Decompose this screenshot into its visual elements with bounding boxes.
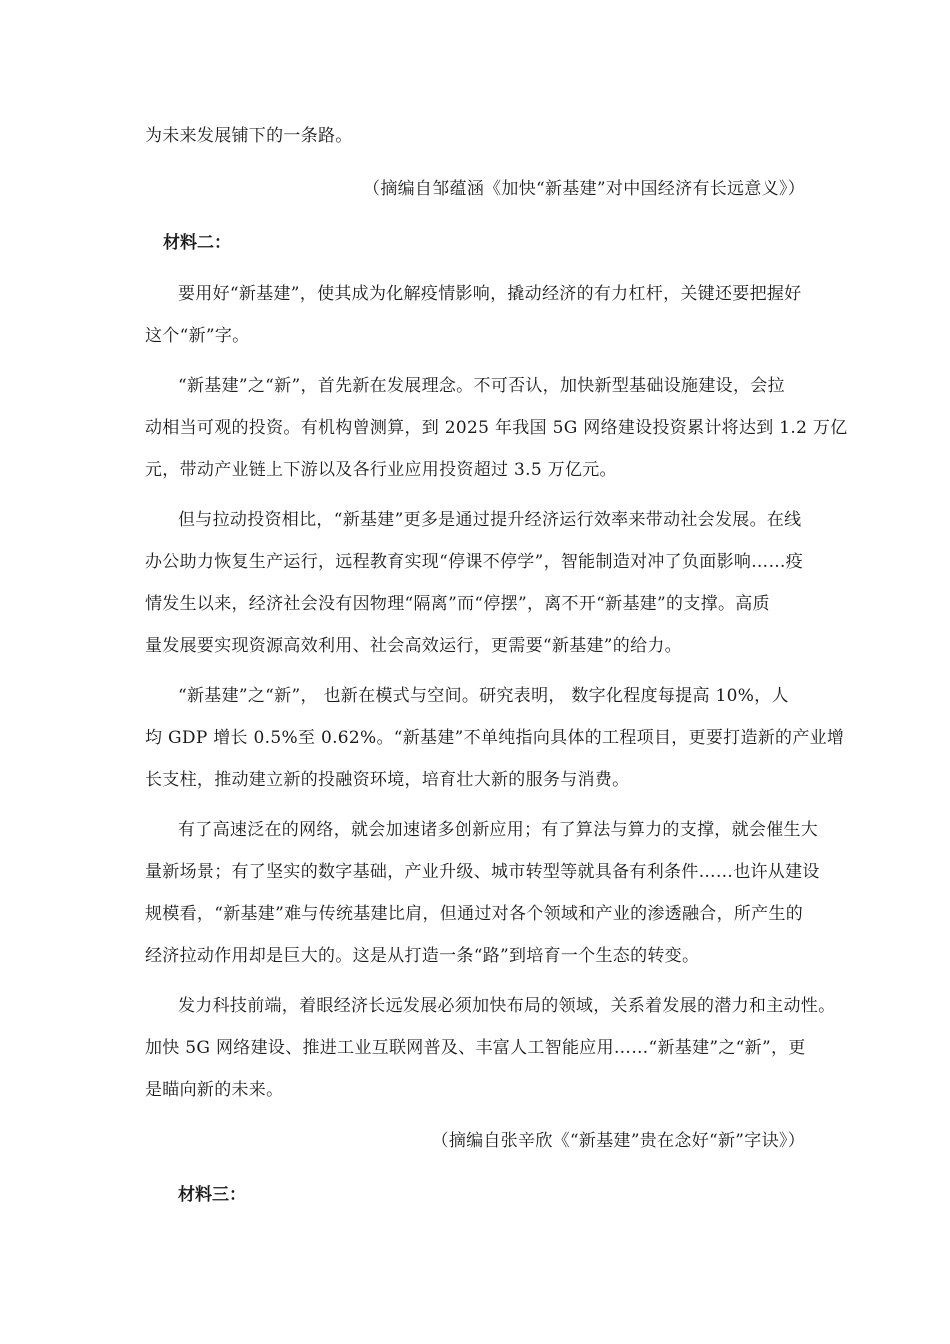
paragraph-line: 长支柱，推动建立新的投融资环境，培育壮大新的服务与消费。 bbox=[145, 770, 630, 790]
paragraph-line: 要用好“新基建”，使其成为化解疫情影响，撬动经济的有力杠杆，关键还要把握好 bbox=[178, 284, 802, 304]
paragraph-line: 经济拉动作用却是巨大的。这是从打造一条“路”到培育一个生态的转变。 bbox=[145, 946, 700, 966]
paragraph-line: 这个“新”字。 bbox=[145, 326, 250, 346]
paragraph-line: 发力科技前端，着眼经济长远发展必须加快布局的领域，关系着发展的潜力和主动性。 bbox=[178, 996, 836, 1016]
paragraph-line: 元，带动产业链上下游以及各行业应用投资超过 3.5 万亿元。 bbox=[145, 460, 617, 480]
section-heading: 材料二： bbox=[163, 233, 231, 253]
paragraph-line: 量发展要实现资源高效利用、社会高效运行，更需要“新基建”的给力。 bbox=[145, 636, 682, 656]
source-citation: （摘编自张辛欣《“新基建”贵在念好“新”字诀》） bbox=[431, 1131, 805, 1151]
paragraph-line: 规模看，“新基建”难与传统基建比肩，但通过对各个领域和产业的渗透融合，所产生的 bbox=[145, 904, 804, 924]
paragraph-line: “新基建”之“新”，首先新在发展理念。不可否认，加快新型基础设施建设，会拉 bbox=[178, 376, 785, 396]
paragraph-line: 情发生以来，经济社会没有因物理“隔离”而“停摆”，离不开“新基建”的支撑。高质 bbox=[145, 594, 770, 614]
paragraph-line: 动相当可观的投资。有机构曾测算，到 2025 年我国 5G 网络建设投资累计将达到 1.2 万亿 bbox=[145, 418, 848, 438]
paragraph-line: 均 GDP 增长 0.5%至 0.62%。“新基建”不单纯指向具体的工程项目，更要打造新的产业增 bbox=[145, 728, 845, 748]
paragraph-line: 加快 5G 网络建设、推进工业互联网普及、丰富人工智能应用……“新基建”之“新”，更 bbox=[145, 1038, 806, 1058]
paragraph-line: 为未来发展铺下的一条路。 bbox=[145, 126, 353, 146]
paragraph-line: 办公助力恢复生产运行，远程教育实现“停课不停学”，智能制造对冲了负面影响……疫 bbox=[145, 552, 804, 572]
paragraph-line: 有了高速泛在的网络，就会加速诸多创新应用；有了算法与算力的支撑，就会催生大 bbox=[178, 820, 819, 840]
paragraph-line: 是瞄向新的未来。 bbox=[145, 1080, 284, 1100]
source-citation: （摘编自邹蕴涵《加快“新基建”对中国经济有长远意义》） bbox=[363, 179, 805, 199]
paragraph-line: 但与拉动投资相比，“新基建”更多是通过提升经济运行效率来带动社会发展。在线 bbox=[178, 510, 802, 530]
section-heading: 材料三： bbox=[178, 1185, 246, 1205]
paragraph-line: 量新场景；有了坚实的数字基础，产业升级、城市转型等就具备有利条件……也许从建设 bbox=[145, 862, 820, 882]
paragraph-line: “新基建”之“新”， 也新在模式与空间。研究表明， 数字化程度每提高 10%，人 bbox=[178, 686, 789, 706]
